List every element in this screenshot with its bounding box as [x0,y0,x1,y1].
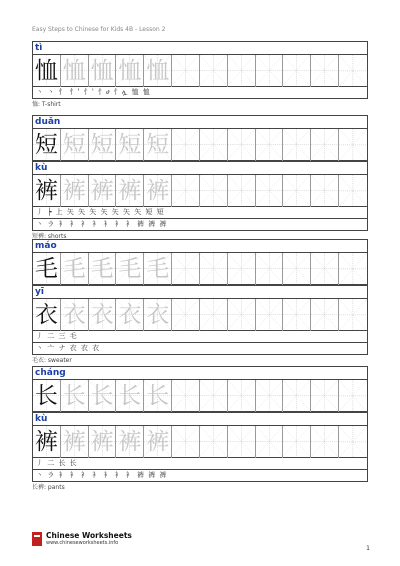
grid-guides [283,129,310,160]
grid-guides [200,253,227,284]
grid-guides [311,129,338,160]
stroke-order: 丶 丶 忄 忄' 忄' 忄ሀ 忄ሏ 恤 恤 [32,87,368,99]
model-character-cell [33,426,61,458]
trace-character-cell [61,426,89,458]
blank-practice-cell[interactable] [256,299,284,331]
blank-practice-cell[interactable] [200,380,228,412]
grid-guides [339,129,367,161]
blank-practice-cell[interactable] [311,380,339,412]
grid-guides [339,426,367,458]
model-character-cell [33,55,61,87]
worksheet-block [32,239,368,366]
trace-character: 短 [90,131,114,158]
blank-practice-cell[interactable] [256,426,284,458]
pinyin-label: cháng [32,366,368,379]
blank-practice-cell[interactable] [283,253,311,285]
pinyin-label: kù [32,412,368,425]
trace-character-cell [144,253,172,285]
grid-guides [283,426,310,457]
grid-guides [283,253,310,284]
blank-practice-cell[interactable] [339,380,367,412]
blank-practice-cell[interactable] [283,299,311,331]
grid-guides [228,299,255,330]
word-meaning: 恤: T-shirt [32,101,61,108]
practice-row [32,252,368,285]
practice-row [32,174,368,207]
trace-character-cell [61,380,89,412]
trace-character: 长 [90,382,114,409]
model-character-cell [33,253,61,285]
pinyin-label: duǎn [32,115,368,128]
practice-row [32,379,368,412]
blank-practice-cell[interactable] [256,55,284,87]
model-character: 毛 [34,255,58,282]
grid-guides [339,380,367,412]
model-character-cell [33,299,61,331]
word-meaning: 短裤: shorts [32,233,67,240]
blank-practice-cell[interactable] [172,55,200,87]
blank-practice-cell[interactable] [256,253,284,285]
blank-practice-cell[interactable] [200,55,228,87]
brand-name: Chinese Worksheets [46,531,132,540]
trace-character: 裤 [62,177,86,204]
worksheet-header: Easy Steps to Chinese for Kids 4B - Lesson 2 [32,26,166,33]
grid-guides [172,299,199,330]
grid-guides [256,253,283,284]
model-character-cell [33,380,61,412]
model-character: 衣 [34,301,58,328]
blank-practice-cell[interactable] [228,253,256,285]
trace-character-cell [144,299,172,331]
trace-character: 裤 [90,428,114,455]
trace-character-cell [61,299,89,331]
worksheet-block [32,366,368,493]
practice-row [32,298,368,331]
trace-character: 恤 [146,57,170,84]
grid-guides [256,299,283,330]
pinyin-label: tì [32,41,368,54]
blank-practice-cell[interactable] [283,380,311,412]
blank-practice-cell[interactable] [311,299,339,331]
trace-character: 裤 [90,177,114,204]
trace-character-cell [89,299,117,331]
pinyin-label: máo [32,239,368,252]
trace-character-cell [116,175,144,207]
blank-practice-cell[interactable] [228,299,256,331]
blank-practice-cell[interactable] [256,380,284,412]
grid-guides [256,380,283,411]
blank-practice-cell[interactable] [256,129,284,161]
trace-character-cell [116,426,144,458]
model-character: 恤 [34,57,58,84]
blank-practice-cell[interactable] [311,129,339,161]
trace-character: 衣 [62,301,86,328]
practice-row [32,54,368,87]
blank-practice-cell[interactable] [172,380,200,412]
trace-character: 毛 [118,255,142,282]
grid-guides [311,426,338,457]
brand-logo-icon [32,532,42,546]
trace-character: 毛 [146,255,170,282]
blank-practice-cell[interactable] [228,55,256,87]
blank-practice-cell[interactable] [339,253,367,285]
grid-guides [283,299,310,330]
trace-character: 衣 [90,301,114,328]
grid-guides [256,175,283,206]
model-character: 裤 [34,428,58,455]
trace-character-cell [89,175,117,207]
trace-character-cell [89,129,117,161]
trace-character-cell [116,129,144,161]
grid-guides [200,175,227,206]
blank-practice-cell[interactable] [200,426,228,458]
trace-character-cell [144,426,172,458]
grid-guides [311,380,338,411]
blank-practice-cell[interactable] [311,253,339,285]
stroke-order: 丶 ラ 衤 衤 衤 衤 衤 衤 衤 裤 裤 裤 [32,470,368,482]
trace-character: 裤 [146,428,170,455]
blank-practice-cell[interactable] [200,175,228,207]
model-character-cell [33,175,61,207]
trace-character-cell [61,55,89,87]
grid-guides [283,380,310,411]
trace-character-cell [61,129,89,161]
trace-character-cell [144,380,172,412]
trace-character: 恤 [62,57,86,84]
grid-guides [311,299,338,330]
grid-guides [311,175,338,206]
grid-guides [339,175,367,207]
blank-practice-cell[interactable] [283,55,311,87]
worksheet-block [32,41,368,110]
trace-character: 裤 [146,177,170,204]
grid-guides [228,175,255,206]
grid-guides [228,129,255,160]
trace-character-cell [89,55,117,87]
grid-guides [200,426,227,457]
trace-character-cell [89,426,117,458]
blank-practice-cell[interactable] [172,426,200,458]
grid-guides [172,129,199,160]
trace-character: 裤 [118,428,142,455]
blank-practice-cell[interactable] [172,175,200,207]
pinyin-label: kù [32,161,368,174]
blank-practice-cell[interactable] [172,299,200,331]
trace-character-cell [144,55,172,87]
grid-guides [339,253,367,285]
trace-character: 短 [118,131,142,158]
grid-guides [256,129,283,160]
blank-practice-cell[interactable] [339,299,367,331]
grid-guides [339,299,367,331]
trace-character: 毛 [90,255,114,282]
trace-character: 毛 [62,255,86,282]
practice-row [32,425,368,458]
grid-guides [172,175,199,206]
stroke-order: 丿 二 三 毛 [32,331,368,343]
blank-practice-cell[interactable] [228,175,256,207]
grid-guides [200,299,227,330]
blank-practice-cell[interactable] [283,175,311,207]
trace-character: 短 [62,131,86,158]
worksheet-block [32,115,368,242]
grid-guides [228,380,255,411]
trace-character: 衣 [118,301,142,328]
brand-url: www.chineseworksheets.info [46,540,119,546]
stroke-order: 丶 ラ 衤 衤 衤 衤 衤 衤 衤 裤 裤 裤 [32,219,368,231]
trace-character-cell [144,175,172,207]
grid-guides [172,55,199,86]
page-number: 1 [366,545,370,552]
model-character: 裤 [34,177,58,204]
grid-guides [339,55,367,87]
trace-character: 长 [62,382,86,409]
trace-character: 短 [146,131,170,158]
model-character: 长 [34,382,58,409]
trace-character-cell [116,380,144,412]
grid-guides [311,253,338,284]
blank-practice-cell[interactable] [311,55,339,87]
stroke-order: 丿 二 长 长 [32,458,368,470]
blank-practice-cell[interactable] [200,299,228,331]
model-character-cell [33,129,61,161]
blank-practice-cell[interactable] [228,129,256,161]
word-meaning: 毛衣: sweater [32,357,72,364]
grid-guides [172,426,199,457]
grid-guides [228,426,255,457]
grid-guides [172,253,199,284]
grid-guides [200,55,227,86]
grid-guides [200,380,227,411]
footer-logo [32,532,132,546]
word-meaning: 长裤: pants [32,484,65,491]
blank-practice-cell[interactable] [311,175,339,207]
blank-practice-cell[interactable] [228,426,256,458]
trace-character: 衣 [146,301,170,328]
practice-row [32,128,368,161]
grid-guides [228,55,255,86]
grid-guides [200,129,227,160]
trace-character: 长 [146,382,170,409]
blank-practice-cell[interactable] [256,175,284,207]
trace-character-cell [144,129,172,161]
blank-practice-cell[interactable] [339,175,367,207]
trace-character: 裤 [118,177,142,204]
grid-guides [256,426,283,457]
trace-character: 恤 [90,57,114,84]
blank-practice-cell[interactable] [311,426,339,458]
stroke-order: 丿 ┝ 上 矢 矢 矢 矢 矢 矢 矢 短 短 [32,207,368,219]
blank-practice-cell[interactable] [339,426,367,458]
grid-guides [256,55,283,86]
blank-practice-cell[interactable] [283,129,311,161]
grid-guides [172,380,199,411]
trace-character-cell [89,253,117,285]
grid-guides [228,253,255,284]
blank-practice-cell[interactable] [339,55,367,87]
grid-guides [283,55,310,86]
pinyin-label: yī [32,285,368,298]
trace-character-cell [61,253,89,285]
blank-practice-cell[interactable] [339,129,367,161]
blank-practice-cell[interactable] [200,253,228,285]
blank-practice-cell[interactable] [200,129,228,161]
blank-practice-cell[interactable] [228,380,256,412]
blank-practice-cell[interactable] [283,426,311,458]
trace-character: 恤 [118,57,142,84]
grid-guides [311,55,338,86]
trace-character-cell [89,380,117,412]
trace-character: 长 [118,382,142,409]
trace-character-cell [116,299,144,331]
trace-character: 裤 [62,428,86,455]
trace-character-cell [116,55,144,87]
trace-character-cell [116,253,144,285]
grid-guides [283,175,310,206]
trace-character-cell [61,175,89,207]
blank-practice-cell[interactable] [172,129,200,161]
stroke-order: 丶 亠 ナ 衣 衣 衣 [32,343,368,355]
blank-practice-cell[interactable] [172,253,200,285]
model-character: 短 [34,131,58,158]
